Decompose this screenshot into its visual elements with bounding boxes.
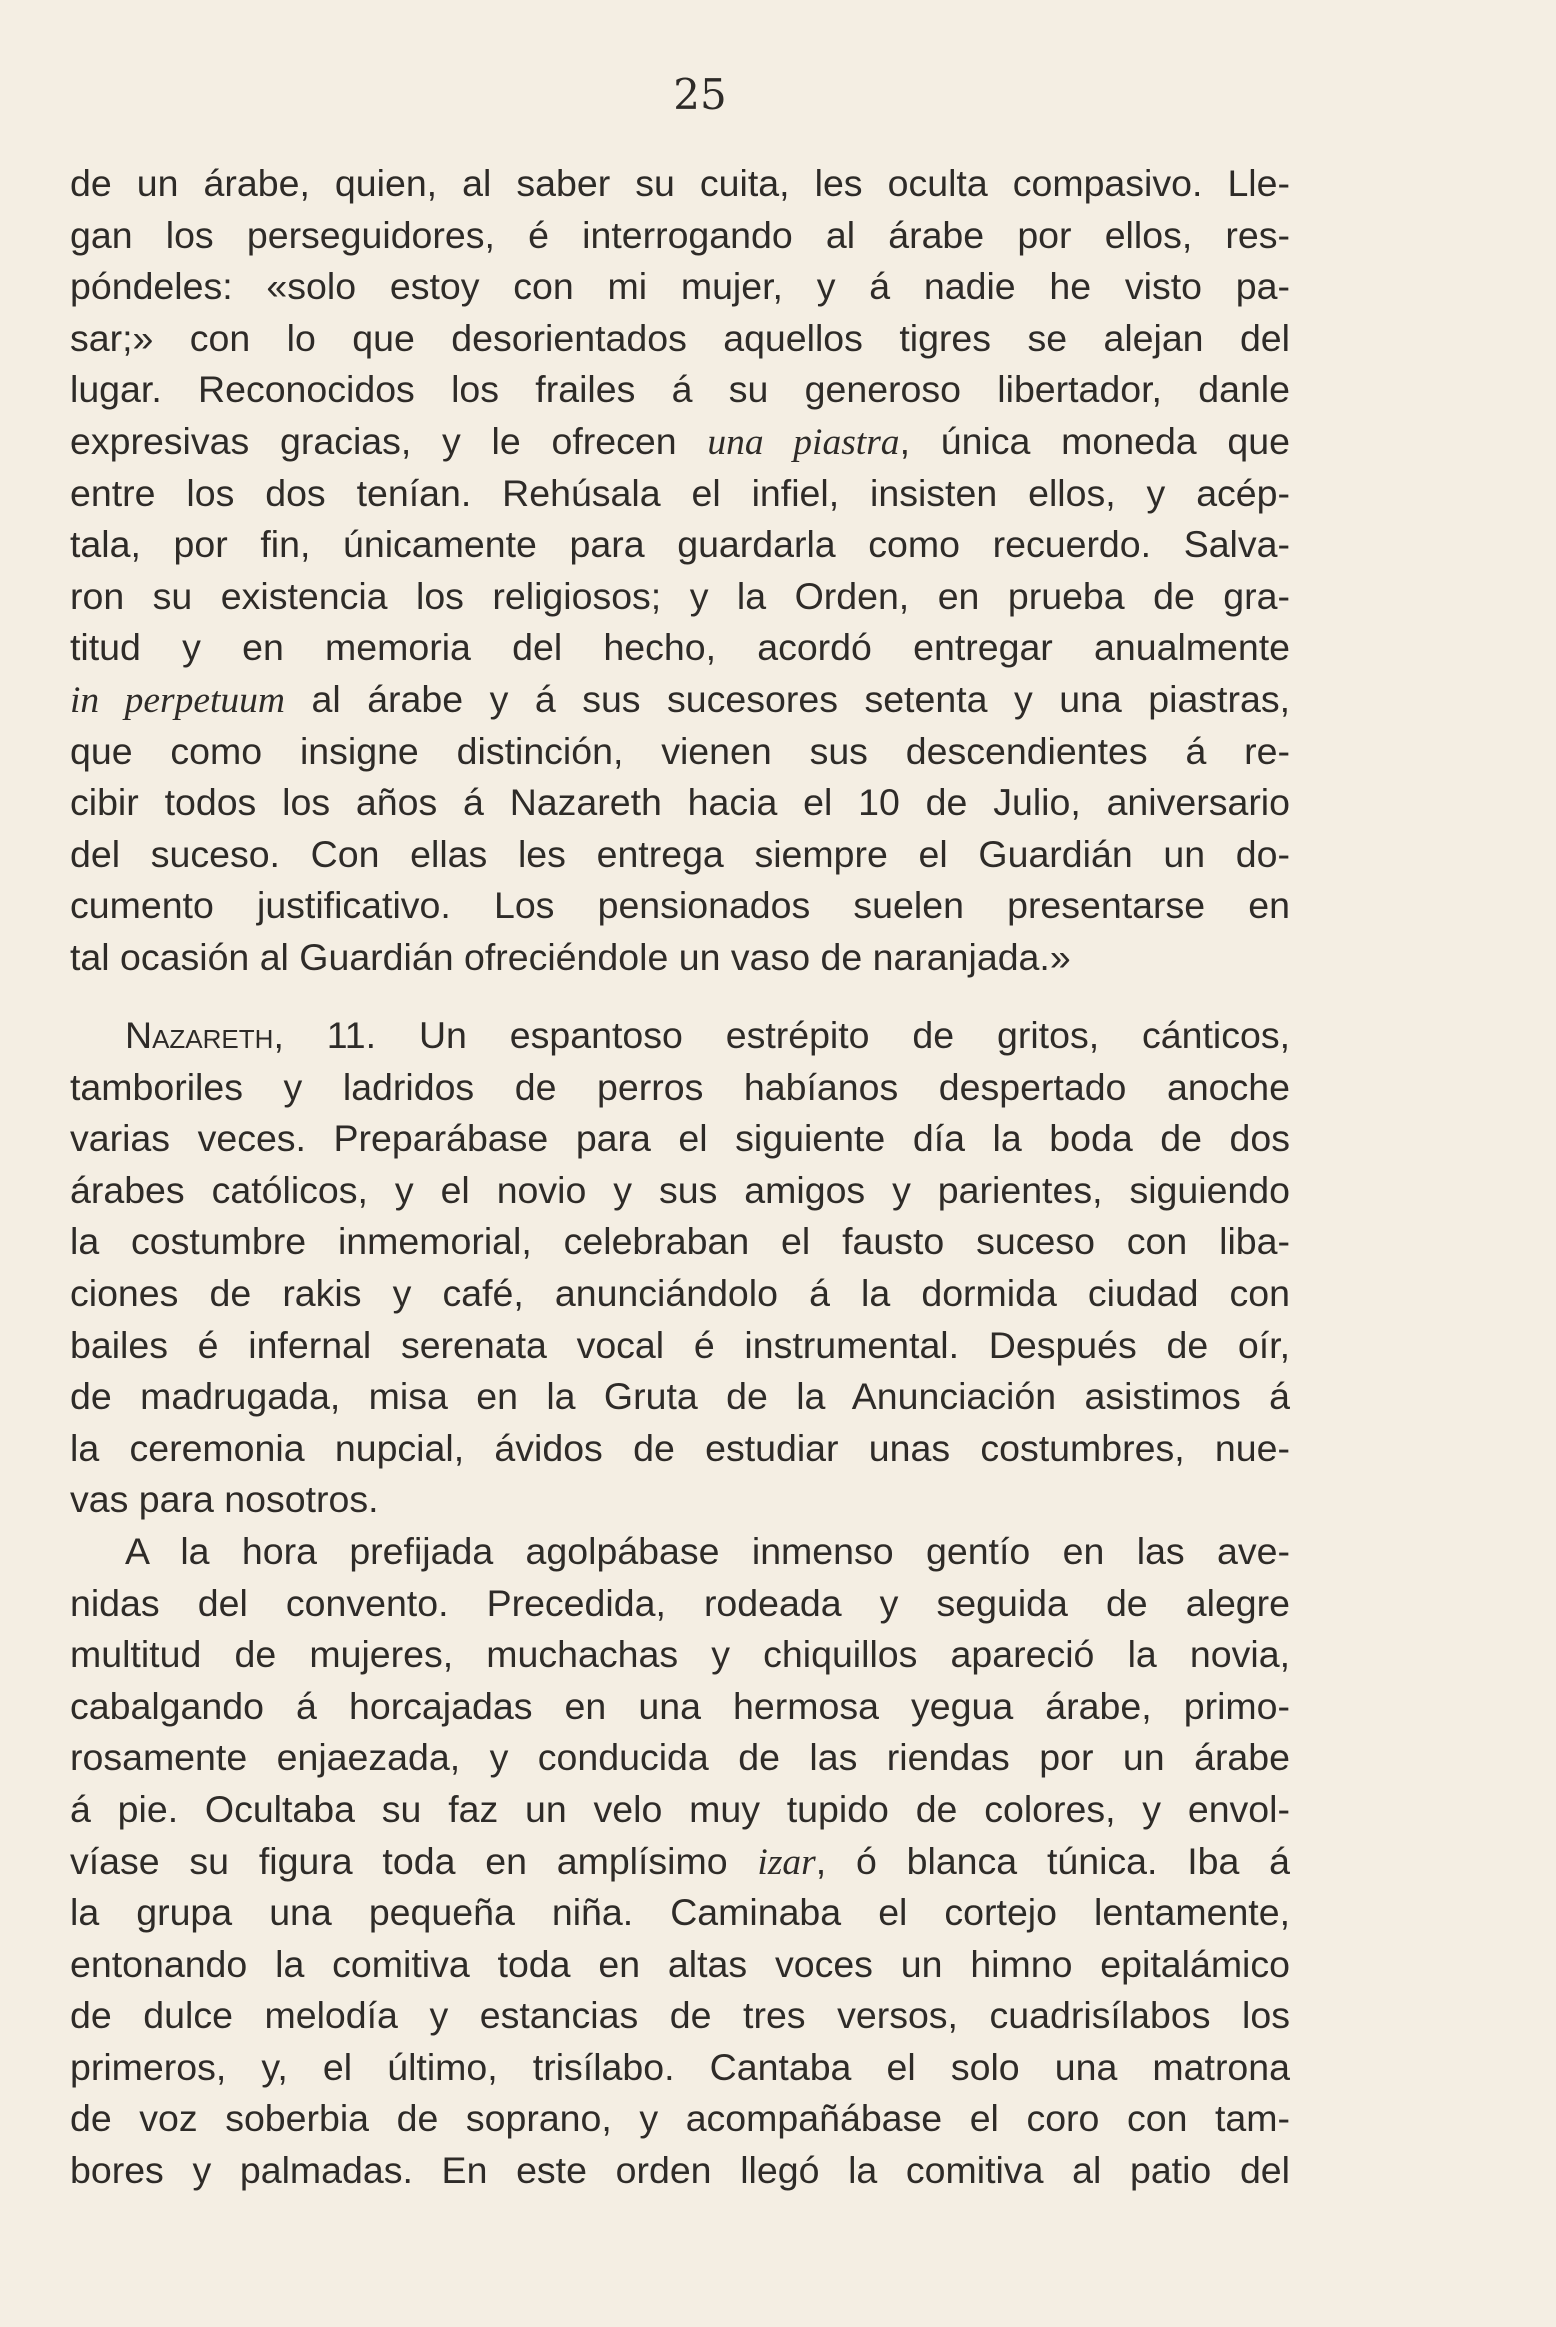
- text-line: [70, 416, 1290, 468]
- italic-term: una piastra: [707, 421, 900, 463]
- text-line: ron su existencia los religiosos; y la Orden, en prueba de gra-: [70, 574, 1290, 617]
- text-line: la costumbre inmemorial, celebraban el fausto suceso con liba-: [70, 1220, 1290, 1263]
- paragraph-1: [70, 158, 1290, 984]
- text-line: cabalgando á horcajadas en una hermosa yegua árabe, primo-: [70, 1684, 1290, 1727]
- text-line: la ceremonia nupcial, ávidos de estudiar unas costumbres, nue-: [70, 1426, 1290, 1469]
- text-line: de un árabe, quien, al saber su cuita, les oculta compasivo. Lle-: [70, 162, 1290, 204]
- text-line: vas para nosotros.: [70, 1478, 379, 1521]
- italic-term: izar: [757, 1841, 816, 1883]
- text-line: titud y en memoria del hecho, acordó entregar anualmente: [70, 626, 1290, 669]
- text-line: gan los perseguidores, é interrogando al árabe por ellos, res-: [70, 213, 1290, 256]
- text-line: [70, 1010, 1290, 1062]
- text-line: cumento justificativo. Los pensionados suelen presentarse en: [70, 884, 1290, 927]
- text-line: de dulce melodía y estancias de tres versos, cuadrisílabos los: [70, 1994, 1290, 2037]
- italic-term: in perpetuum: [70, 679, 286, 721]
- text-line: [70, 1836, 1290, 1888]
- text-line: nidas del convento. Precedida, rodeada y seguida de alegre: [70, 1581, 1290, 1624]
- text-line: ciones de rakis y café, anunciándolo á la dormida ciudad con: [70, 1271, 1290, 1314]
- text-run: , única moneda que: [899, 419, 1290, 462]
- text-run: , ó blanca túnica. Iba á: [815, 1839, 1291, 1882]
- text-line: tala, por fin, únicamente para guardarla como recuerdo. Salva-: [70, 523, 1290, 566]
- text-line: que como insigne distinción, vienen sus descendientes á re-: [70, 729, 1290, 772]
- text-line: sar;» con lo que desorientados aquellos tigres se alejan del: [70, 316, 1290, 359]
- text-line: bores y palmadas. En este orden llegó la comitiva al patio del: [70, 2149, 1290, 2192]
- text-line: rosamente enjaezada, y conducida de las riendas por un árabe: [70, 1736, 1290, 1779]
- text-line: entonando la comitiva toda en altas voces un himno epitalámico: [70, 1942, 1290, 1985]
- text-line: A la hora prefijada agolpábase inmenso gentío en las ave-: [125, 1529, 1290, 1572]
- text-run: , 11. Un espantoso estrépito de gritos, cánticos,: [273, 1014, 1290, 1056]
- text-line: bailes é infernal serenata vocal é instrumental. Después de oír,: [70, 1323, 1290, 1366]
- text-line: lugar. Reconocidos los frailes á su generoso libertador, danle: [70, 368, 1290, 411]
- text-line: varias veces. Preparábase para el siguiente día la boda de dos: [70, 1117, 1290, 1160]
- dateline-place: Nazareth: [125, 1014, 274, 1056]
- text-line: [70, 674, 1290, 726]
- text-line: entre los dos tenían. Rehúsala el infiel, insisten ellos, y acép-: [70, 471, 1290, 514]
- text-line: á pie. Ocultaba su faz un velo muy tupido de colores, y envol-: [70, 1787, 1290, 1830]
- paragraph-2-and-3: [70, 1010, 1290, 2197]
- text-run: víase su figura toda en amplísimo: [70, 1839, 758, 1882]
- text-line: de madrugada, misa en la Gruta de la Anunciación asistimos á: [70, 1375, 1290, 1418]
- text-line: árabes católicos, y el novio y sus amigos y parientes, siguiendo: [70, 1168, 1290, 1211]
- text-line: la grupa una pequeña niña. Caminaba el cortejo lentamente,: [70, 1891, 1290, 1934]
- text-run: al árabe y á sus sucesores setenta y una piastras,: [285, 677, 1290, 720]
- text-line: cibir todos los años á Nazareth hacia el 10 de Julio, aniversario: [70, 781, 1290, 824]
- text-line: tamboriles y ladridos de perros habíanos despertado anoche: [70, 1065, 1290, 1108]
- text-line: de voz soberbia de soprano, y acompañábase el coro con tam-: [70, 2097, 1290, 2140]
- text-line: tal ocasión al Guardián ofreciéndole un vaso de naranjada.»: [70, 935, 1071, 978]
- text-line: del suceso. Con ellas les entrega siempre el Guardián un do-: [70, 832, 1290, 875]
- text-run: expresivas gracias, y le ofrecen: [70, 419, 708, 462]
- page-number: 25: [673, 70, 727, 119]
- text-line: póndeles: «solo estoy con mi mujer, y á nadie he visto pa-: [70, 265, 1290, 308]
- text-line: multitud de mujeres, muchachas y chiquillos apareció la novia,: [70, 1633, 1290, 1676]
- text-line: primeros, y, el último, trisílabo. Cantaba el solo una matrona: [70, 2045, 1290, 2088]
